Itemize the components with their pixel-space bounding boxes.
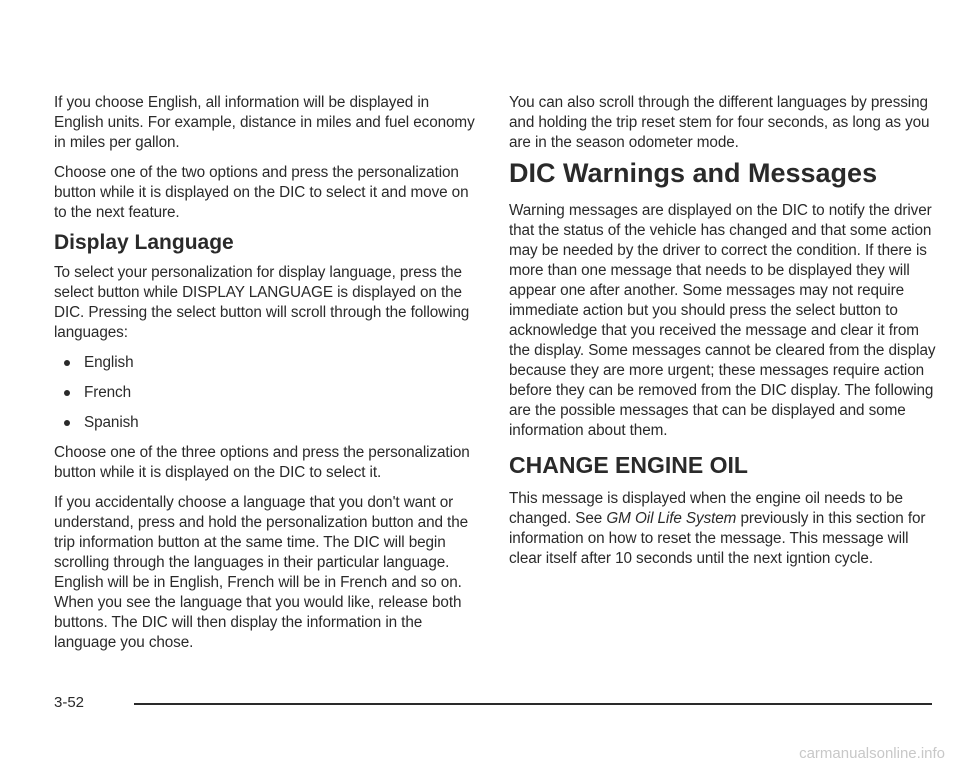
paragraph-scroll-languages: You can also scroll through the different languages by pressing and holding the trip reset stem for four seconds, as long as you are in the season odometer mode.: [509, 94, 930, 151]
language-list: [54, 353, 478, 433]
left-column: [54, 93, 478, 663]
page-footer: [54, 694, 934, 714]
paragraph-choose-three-options: Choose one of the three options and press the personalization button while it is displayed on the DIC to select it.: [54, 444, 470, 481]
list-item: Spanish: [64, 413, 478, 433]
list-item: English: [64, 353, 478, 373]
bullet-icon: [64, 390, 70, 396]
reference-gm-oil-life: GM Oil Life System: [606, 510, 737, 527]
heading-dic-warnings: DIC Warnings and Messages: [509, 158, 878, 188]
paragraph-english-units: If you choose English, all information will be displayed in English units. For example, distance in miles and fuel economy in miles per gallon.: [54, 94, 475, 151]
watermark: carmanualsonline.info: [799, 745, 945, 762]
paragraph-select-language: To select your personalization for display language, press the select button while DISPLAY LANGUAGE is displayed on the DIC. Pressing the select button will scroll through the following languages:: [54, 264, 470, 341]
footer-rule: [134, 703, 932, 705]
paragraph-choose-two-options: Choose one of the two options and press the personalization button while it is displayed on the DIC to select it and move on to the next feature.: [54, 164, 469, 221]
paragraph-change-oil: This message is displayed when the engine oil needs to be changed. See GM Oil Life System previously in this section for information on how to reset the message. This message will clear itself after 10 seconds until the next igntion cycle.: [509, 490, 926, 567]
list-item: French: [64, 383, 478, 403]
bullet-icon: [64, 420, 70, 426]
paragraph-accidental-language: If you accidentally choose a language that you don't want or understand, press and hold the personalization button and the trip information button at the same time. The DIC will begin scrolling through the languages in their particular language. English will be in English, French will be in French and so on. When you see the language that you would like, release both buttons. The DIC will then display the information in the language you chose.: [54, 494, 469, 651]
right-column: [509, 93, 939, 579]
paragraph-warning-messages: Warning messages are displayed on the DIC to notify the driver that the status of the vehicle has changed and that some action may be needed by the driver to correct the condition. If there is more than one message that needs to be displayed they will appear one after another. Some messages may not require immediate action but you should press the select button to acknowledge that you received the message and clear it from the display. Some messages cannot be cleared from the display because they are more urgent; these messages require action before they can be removed from the DIC display. The following are the possible messages that can be displayed and some information about them.: [509, 202, 936, 439]
heading-display-language: Display Language: [54, 231, 234, 254]
bullet-icon: [64, 360, 70, 366]
heading-change-engine-oil: CHANGE ENGINE OIL: [509, 452, 748, 478]
page-number: 3-52: [54, 694, 85, 711]
